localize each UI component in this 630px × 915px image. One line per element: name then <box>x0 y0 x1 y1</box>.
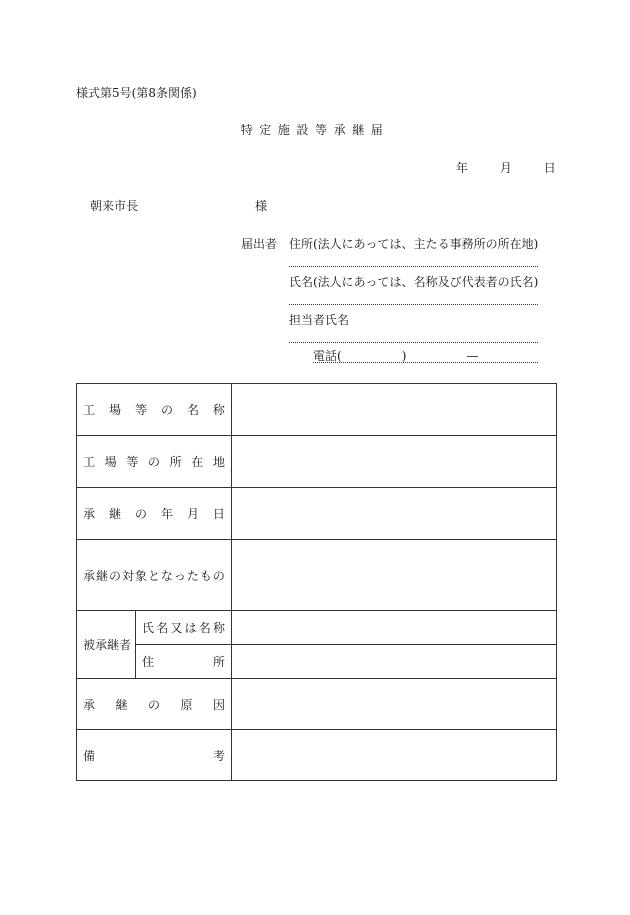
contact-label: 担当者氏名 <box>289 313 350 327</box>
predecessor-label: 被承継者 <box>77 611 136 679</box>
document-title: 特定施設等承継届 <box>240 123 390 137</box>
row-value-facility-location[interactable] <box>232 436 557 488</box>
table-row <box>77 384 557 436</box>
row-label <box>77 730 232 781</box>
row-value-succession-target[interactable] <box>232 540 557 611</box>
row-label <box>77 488 232 540</box>
row-label-text: 備 考 <box>83 748 225 763</box>
predecessor-address-label <box>136 645 232 679</box>
row-label-text: 工 場 等 の 所 在 地 <box>83 455 225 469</box>
row-value-succession-reason[interactable] <box>232 679 557 730</box>
address-field[interactable] <box>289 266 538 267</box>
predecessor-name-label-text: 氏 名 又 は 名 称 <box>142 621 225 635</box>
addressee: 朝来市長 <box>90 199 139 213</box>
table-row <box>77 488 557 540</box>
table-row <box>77 679 557 730</box>
row-value-facility-name[interactable] <box>232 384 557 436</box>
row-value-remarks[interactable] <box>232 730 557 781</box>
predecessor-address-value[interactable] <box>232 645 557 679</box>
honorific: 様 <box>255 199 268 213</box>
phone-dash: — <box>466 349 479 363</box>
name-label: 氏名(法人にあっては、名称及び代表者の氏名) <box>289 275 539 289</box>
row-label <box>77 384 232 436</box>
name-field[interactable] <box>289 304 538 305</box>
row-label <box>77 540 232 611</box>
row-value-succession-date[interactable] <box>232 488 557 540</box>
row-label <box>77 679 232 730</box>
row-label <box>77 436 232 488</box>
table-row <box>77 540 557 611</box>
table-row <box>77 436 557 488</box>
phone-field[interactable] <box>313 362 538 363</box>
table-row <box>77 611 557 645</box>
form-number: 様式第5号(第8条関係) <box>76 86 197 100</box>
notifier-label: 届出者 <box>241 237 278 251</box>
table-row <box>77 730 557 781</box>
date-day: 日 <box>543 161 556 175</box>
row-label-text: 工 場 等 の 名 称 <box>83 403 225 417</box>
date-line <box>456 159 556 176</box>
row-label-text: 承 継 の 年 月 日 <box>83 507 225 521</box>
date-year: 年 <box>456 161 469 175</box>
row-label-text: 承 継 の 対 象 と な っ た も の <box>83 568 225 583</box>
phone-close: ) <box>401 349 407 363</box>
notification-table <box>76 383 557 781</box>
address-label: 住所(法人にあっては、主たる事務所の所在地) <box>289 237 539 251</box>
predecessor-name-label <box>136 611 232 645</box>
contact-field[interactable] <box>289 342 538 343</box>
predecessor-address-label-text: 住 所 <box>142 655 225 669</box>
date-month: 月 <box>499 161 512 175</box>
phone-label: 電話( <box>313 349 342 363</box>
table-row <box>77 645 557 679</box>
predecessor-name-value[interactable] <box>232 611 557 645</box>
row-label-text: 承 継 の 原 因 <box>83 697 225 712</box>
